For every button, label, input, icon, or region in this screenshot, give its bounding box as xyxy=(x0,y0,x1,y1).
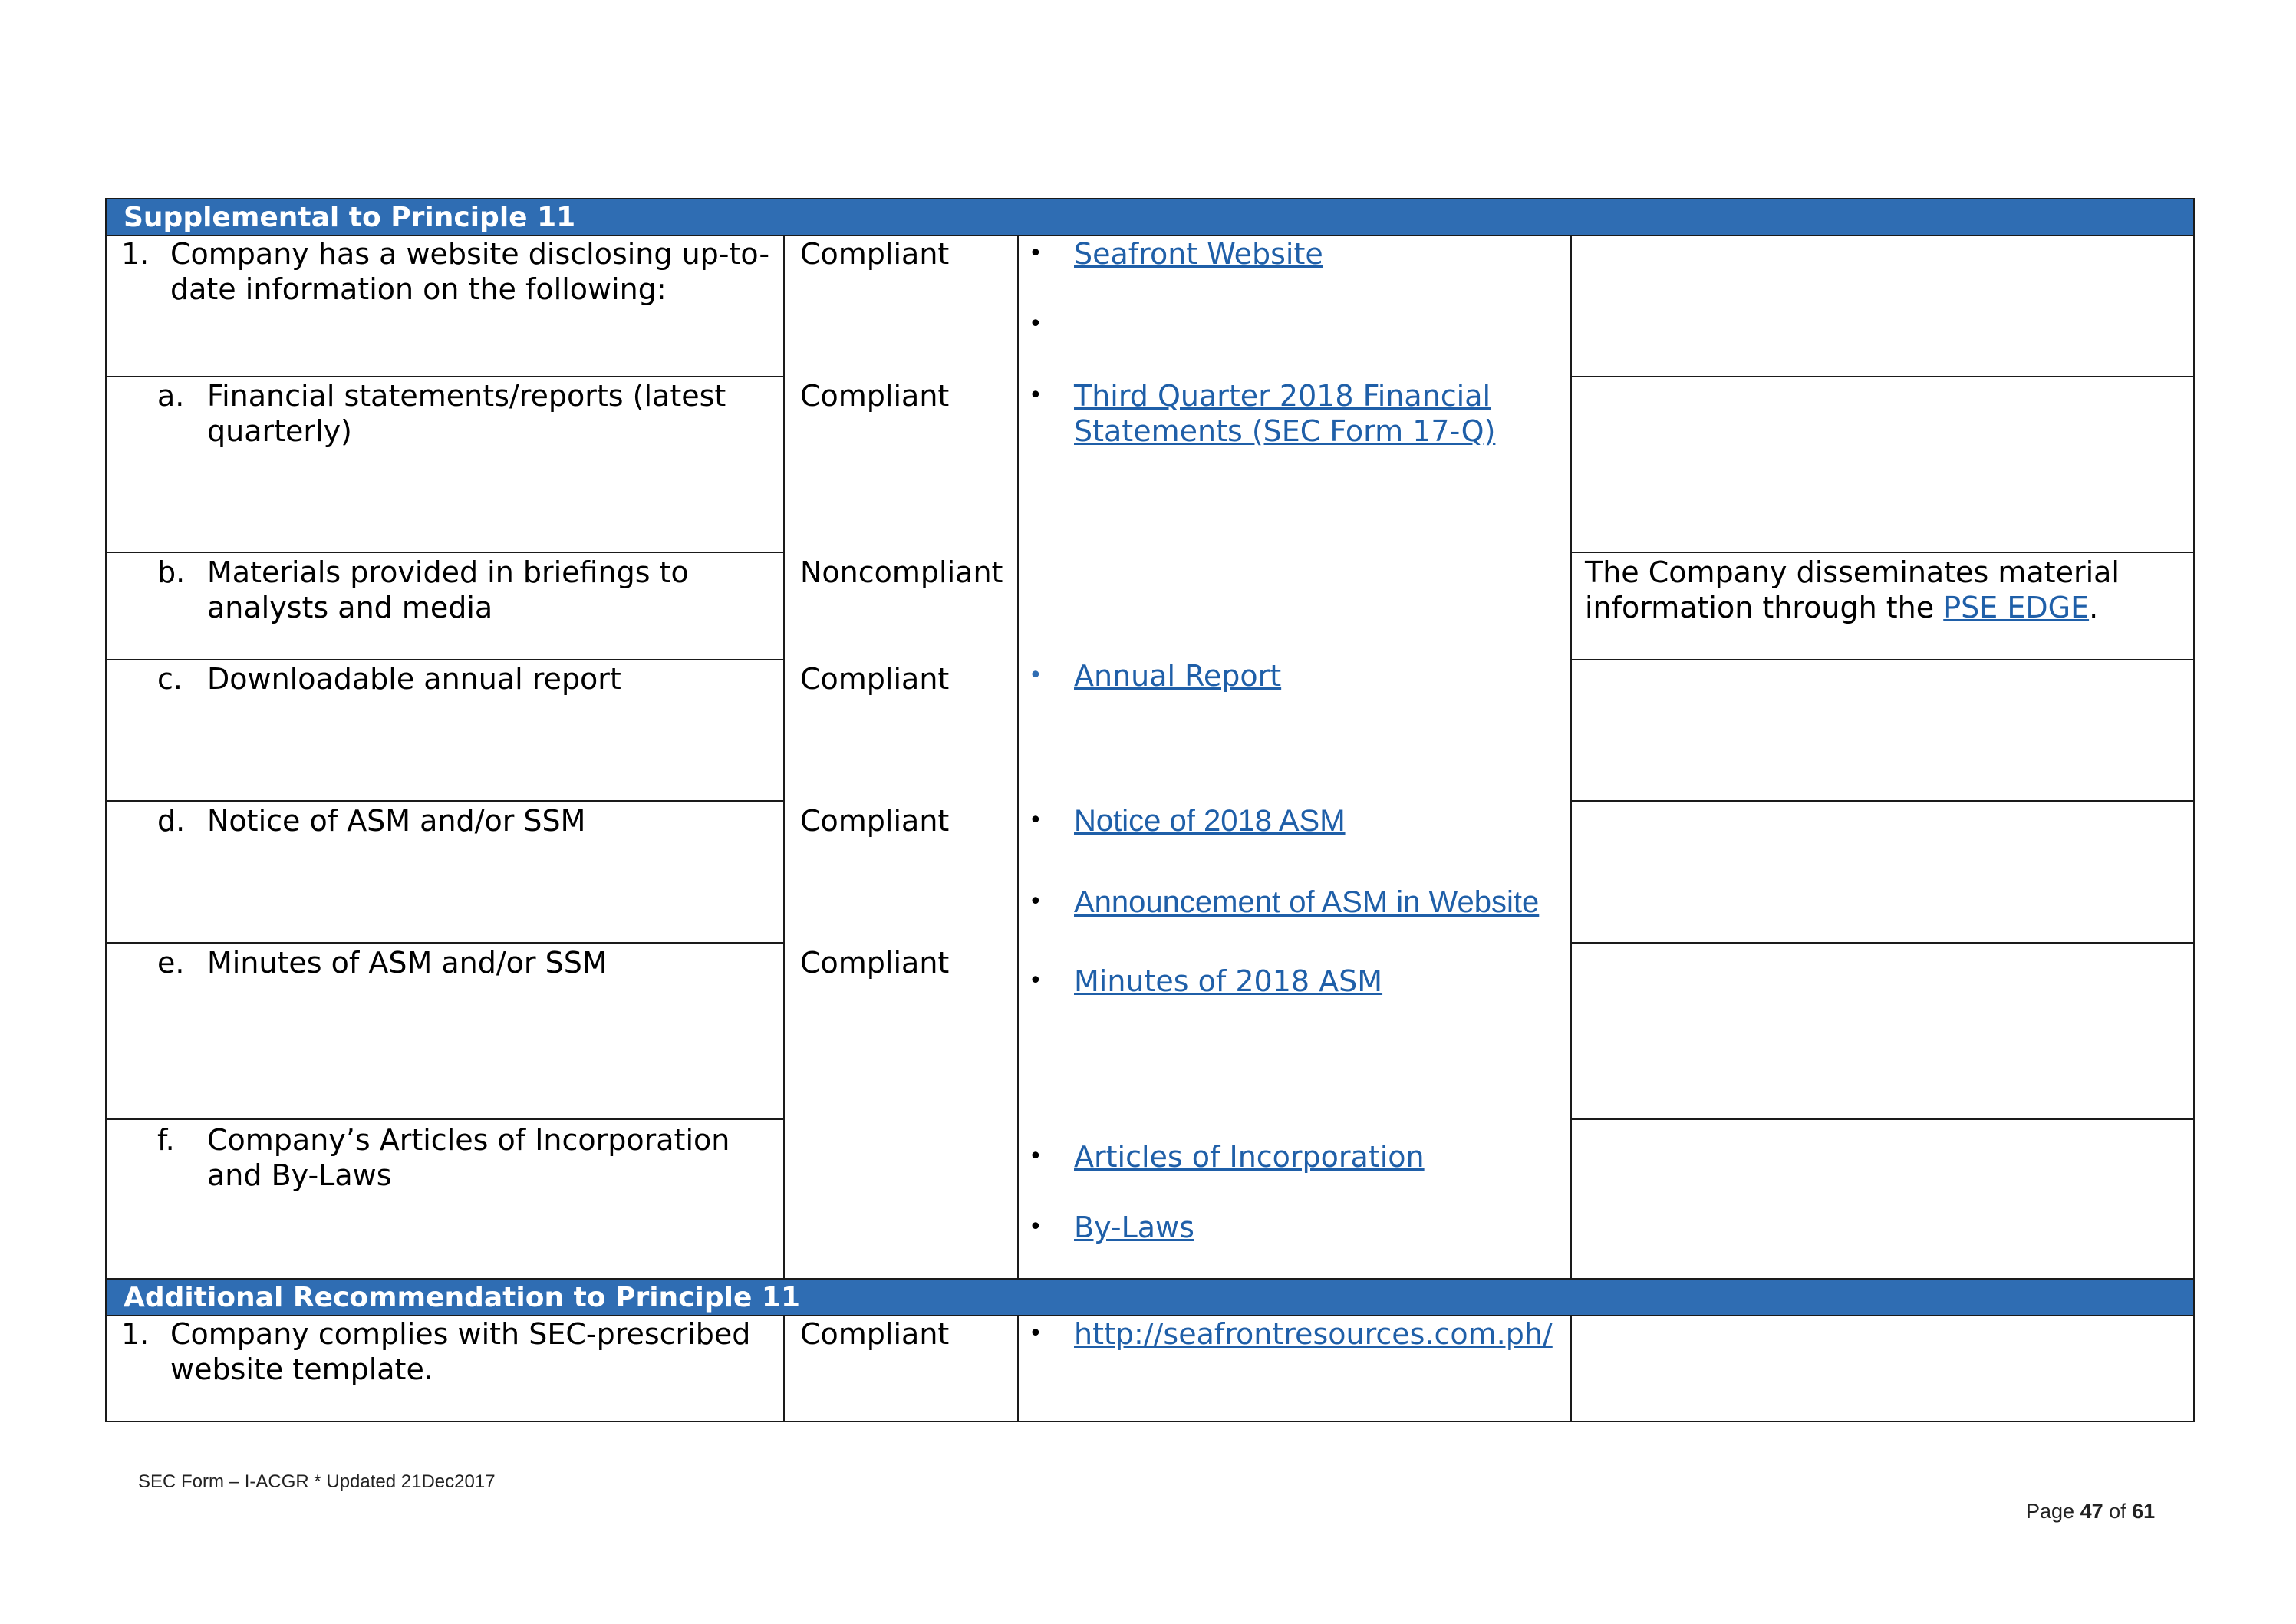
link-announcement-asm[interactable]: Announcement of ASM in Website xyxy=(1074,885,1540,919)
link-annual-report[interactable]: Annual Report xyxy=(1074,659,1282,693)
grid-line xyxy=(1570,800,2195,802)
grid-line xyxy=(105,235,107,1280)
item-number: f. xyxy=(157,1123,175,1157)
page-number xyxy=(2026,1500,2155,1524)
item-text: Company complies with SEC-prescribed xyxy=(170,1317,751,1351)
item-text: quarterly) xyxy=(207,414,352,448)
grid-line xyxy=(783,235,785,1280)
item-text: Company has a website disclosing up-to- xyxy=(170,237,770,271)
grid-line xyxy=(105,1118,785,1120)
item-number: 1. xyxy=(121,1317,150,1351)
item-text: Downloadable annual report xyxy=(207,662,621,696)
bullet-icon: • xyxy=(1029,1320,1043,1347)
remarks-cell xyxy=(1585,555,2120,625)
bullet-icon: • xyxy=(1029,967,1043,994)
grid-line xyxy=(105,1315,107,1422)
item-text: website template. xyxy=(170,1352,433,1386)
grid-line xyxy=(105,800,785,802)
section-header-text: Additional Recommendation to Principle 11 xyxy=(124,1282,801,1313)
link-website-url[interactable]: http://seafrontresources.com.ph/ xyxy=(1074,1317,1553,1351)
bullet-icon: • xyxy=(1029,1143,1043,1170)
link-q3-financial-statements[interactable]: Third Quarter 2018 Financial xyxy=(1074,379,1491,413)
grid-line xyxy=(1017,1315,1019,1422)
bullet-icon: • xyxy=(1029,240,1043,267)
bullet-icon: • xyxy=(1029,1214,1043,1240)
grid-line xyxy=(105,552,785,553)
link-pse-edge[interactable]: PSE EDGE xyxy=(1943,591,2090,624)
link-articles-of-incorporation[interactable]: Articles of Incorporation xyxy=(1074,1140,1425,1174)
grid-line xyxy=(1570,552,2195,553)
grid-line xyxy=(105,376,785,377)
bullet-icon: • xyxy=(1029,382,1043,409)
item-number: b. xyxy=(157,555,186,589)
status-cell: Compliant xyxy=(800,804,950,838)
bullet-icon: • xyxy=(1029,311,1043,338)
grid-line xyxy=(783,1315,785,1422)
status-cell: Compliant xyxy=(800,662,950,696)
grid-line xyxy=(2193,1315,2195,1422)
status-cell: Noncompliant xyxy=(800,555,1003,589)
link-minutes-asm[interactable]: Minutes of 2018 ASM xyxy=(1074,964,1383,998)
item-text: and By-Laws xyxy=(207,1158,392,1192)
link-q3-financial-statements[interactable]: Statements (SEC Form 17-Q) xyxy=(1074,414,1496,448)
remarks-text: information through the xyxy=(1585,591,1944,624)
status-cell: Compliant xyxy=(800,379,950,413)
item-text: date information on the following: xyxy=(170,272,667,306)
grid-line xyxy=(2193,235,2195,1280)
grid-line xyxy=(105,942,785,944)
page-label: of xyxy=(2103,1500,2133,1523)
grid-line xyxy=(1570,1118,2195,1120)
grid-line xyxy=(1570,235,1572,1280)
item-text: analysts and media xyxy=(207,591,493,624)
grid-line xyxy=(105,659,785,660)
status-cell: Compliant xyxy=(800,1317,950,1351)
item-number: 1. xyxy=(121,237,150,271)
grid-line xyxy=(1570,376,2195,377)
item-number: a. xyxy=(157,379,185,413)
item-text: Company’s Articles of Incorporation xyxy=(207,1123,730,1157)
link-by-laws[interactable]: By-Laws xyxy=(1074,1211,1194,1244)
remarks-text: . xyxy=(2089,591,2099,624)
grid-line xyxy=(1017,235,1019,1280)
status-cell: Compliant xyxy=(800,237,950,271)
page-label: Page xyxy=(2026,1500,2080,1523)
grid-line xyxy=(1570,659,2195,660)
bullet-icon: • xyxy=(1029,888,1043,915)
page-total: 61 xyxy=(2132,1500,2156,1523)
grid-line xyxy=(1570,942,2195,944)
section-header-supplemental xyxy=(105,198,2195,236)
item-number: e. xyxy=(157,946,185,980)
grid-line xyxy=(1570,1315,1572,1422)
link-seafront-website[interactable]: Seafront Website xyxy=(1074,237,1323,271)
remarks-text: The Company disseminates material xyxy=(1585,555,2120,589)
status-cell: Compliant xyxy=(800,946,950,980)
item-number: c. xyxy=(157,662,183,696)
bullet-icon: • xyxy=(1029,807,1043,834)
item-text: Minutes of ASM and/or SSM xyxy=(207,946,608,980)
item-number: d. xyxy=(157,804,186,838)
link-notice-asm[interactable]: Notice of 2018 ASM xyxy=(1074,804,1346,838)
section-header-text: Supplemental to Principle 11 xyxy=(124,202,576,233)
item-text: Financial statements/reports (latest xyxy=(207,379,726,413)
grid-line xyxy=(105,1421,2195,1422)
item-text: Notice of ASM and/or SSM xyxy=(207,804,586,838)
section-header-additional xyxy=(105,1278,2195,1316)
item-text: Materials provided in briefings to xyxy=(207,555,689,589)
footer-form-label: SEC Form – I-ACGR * Updated 21Dec2017 xyxy=(138,1471,496,1492)
remarks-text xyxy=(1585,590,2120,625)
page-current: 47 xyxy=(2080,1500,2103,1523)
bullet-icon: • xyxy=(1029,662,1043,689)
